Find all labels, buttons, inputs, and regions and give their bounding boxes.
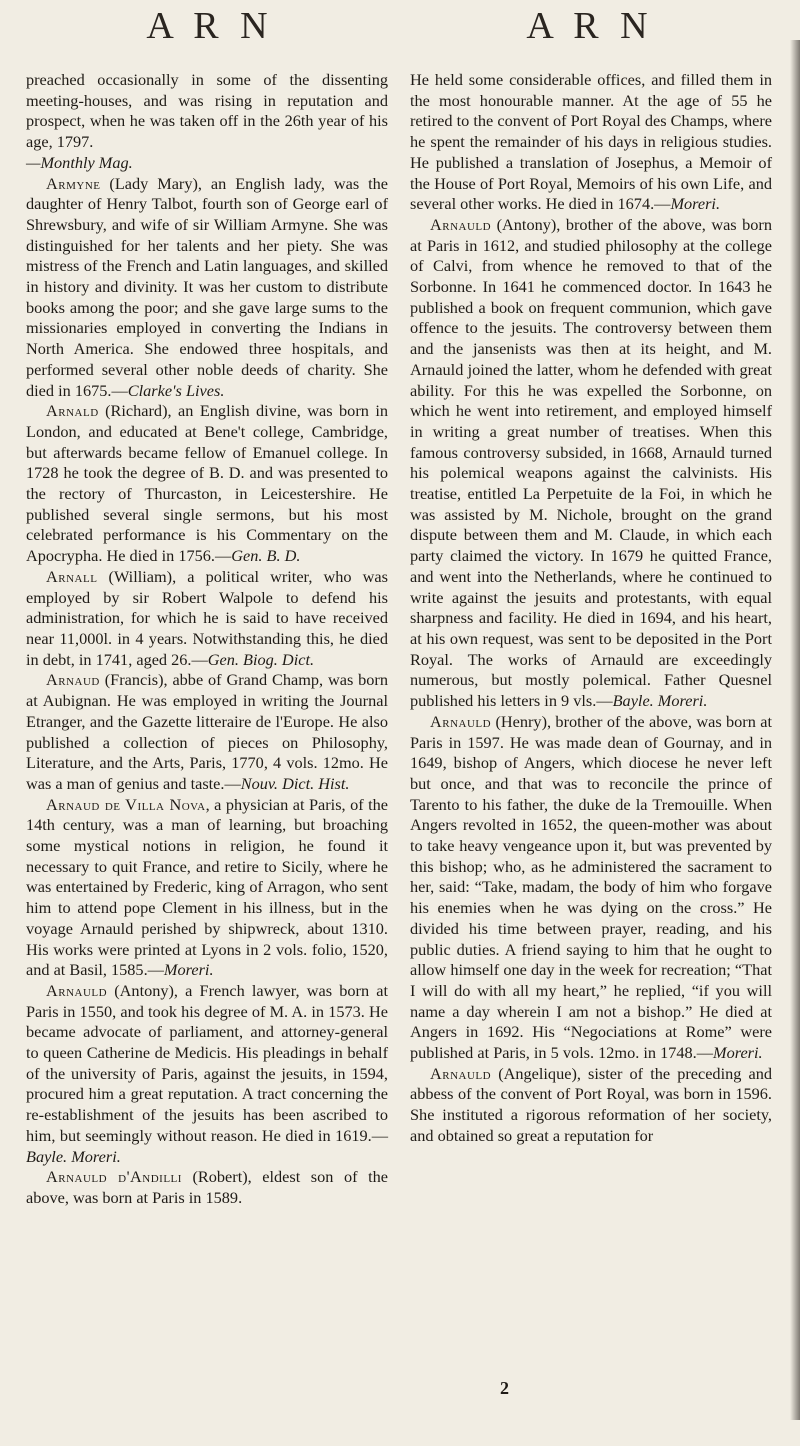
left-column	[26, 70, 388, 1209]
entry-headword: Arnaud	[46, 670, 100, 690]
signature-mark: 2	[500, 1378, 509, 1398]
dictionary-entry	[26, 981, 388, 1167]
entry-headword: Armyne	[46, 173, 101, 193]
source-citation: Gen. Biog. Dict.	[207, 649, 315, 669]
source-citation: Moreri.	[670, 194, 721, 214]
source-citation: Nouv. Dict. Hist.	[240, 773, 350, 793]
entry-headword: Arnall	[46, 566, 98, 586]
entry-headword: Arnauld	[430, 214, 492, 234]
source-citation: Bayle. Moreri.	[612, 691, 708, 711]
entry-body: (William), a political writer, who was employed by sir Robert Walpole to defend his administration, for which he is said to have received near 11,000l. in 4 years. Notwithstanding this, he died in debt, in 1741, aged 26.—	[26, 566, 388, 669]
source-citation: Clarke's Lives.	[127, 380, 225, 400]
binding-shadow	[790, 40, 800, 1420]
dictionary-entry	[410, 1064, 772, 1147]
entry-headword: Arnauld	[430, 711, 492, 731]
source-citation: Bayle. Moreri.	[26, 1146, 121, 1166]
dictionary-entry	[26, 567, 388, 671]
entry-headword: Arnald	[46, 401, 99, 421]
running-header-right: A R N	[526, 5, 654, 47]
source-citation: —Monthly Mag.	[26, 152, 133, 172]
dictionary-entry	[26, 670, 388, 794]
continued-text	[26, 70, 388, 153]
right-column	[410, 70, 772, 1147]
source-citation: Moreri.	[713, 1043, 763, 1063]
source-citation: Gen. B. D.	[231, 546, 301, 566]
entry-body: (Henry), brother of the above, was born at Paris in 1597. He was made dean of Gournay, and in 1649, bishop of Angers, which diocese he never left but once, and that was to reconcile the prince of Tarento to his father, the duke de la Tremouille. When Angers revolted in 1652, the queen-mother was about to take heavy vengeance upon it, but was prevented by this bishop; who, as he administered the sacrament to her, said: “Take, madam, the body of him who forgave his enemies when he was dying on the cross.” He divided his time between prayer, reading, and his public duties. A friend saying to him that he ought to allow himself one day in the week for recreation; “That I will do with all my heart,” he replied, “if you will name a day wherein I am not a bishop.” He died at Angers in 1692. His “Negociations at Rome” were published at Paris, in 5 vols. 12mo. in 1748.—	[410, 711, 772, 1063]
dictionary-entry	[26, 795, 388, 981]
continued-text-body: preached occasionally in some of the dissenting meeting-houses, and was rising in reputation and prospect, when he was taken off in the 26th year of his age, 1797.	[26, 70, 388, 152]
entry-body: (Angelique), sister of the preceding and abbess of the convent of Port Royal, was born in 1596. She instituted a rigorous reformation of her society, and obtained so great a reputation for	[410, 1063, 772, 1145]
entry-body: (Antony), a French lawyer, was born at Paris in 1550, and took his degree of M. A. in 1573. He became advocate of parliament, and attorney-general to queen Catherine de Medicis. His pleadings in behalf of the university of Paris, against the jesuits, in 1594, procured him a great reputation. A tract concerning the re-establishment of the jesuits has been ascribed to him, but seemingly without reason. He died in 1619.—	[26, 980, 388, 1145]
entry-body: (Robert), eldest son of the above, was born at Paris in 1589.	[26, 1167, 388, 1207]
entry-headword: Arnaud de Villa Nova	[46, 794, 206, 814]
entry-body: , a physician at Paris, of the 14th century, was a man of learning, but broaching some mystical notions in religion, he found it necessary to quit France, and retire to Sicily, where he was entertained by Frederic, king of Arragon, who sent him to attend pope Clement in his illness, but in the voyage Arnauld perished by shipwreck, about 1310. His works were printed at Lyons in 2 vols. folio, 1520, and at Basil, 1585.—	[26, 794, 388, 980]
dictionary-entry	[26, 174, 388, 402]
entry-headword: Arnauld	[430, 1063, 492, 1083]
source-citation-line	[26, 153, 388, 174]
continued-text-body: He held some considerable offices, and filled them in the most honourable manner. At the age of 55 he retired to the convent of Port Royal des Champs, where he spent the remainder of his days in religious studies. He published a translation of Josephus, a Memoir of the House of Port Royal, Memoirs of his own Life, and several other works. He died in 1674.—	[410, 70, 772, 214]
entry-body: (Lady Mary), an English lady, was the daughter of Henry Talbot, fourth son of George earl of Shrewsbury, and wife of sir William Armyne. She was distinguished for her talents and her piety. She was mistress of the French and Latin languages, and skilled in history and divinity. It was her custom to distribute books among the poor; and she gave large sums to the missionaries employed in converting the Indians in North America. She endowed three hospitals, and performed several other noble deeds of charity. She died in 1675.—	[26, 173, 388, 400]
entry-headword: Arnauld	[46, 980, 108, 1000]
dictionary-entry	[410, 712, 772, 1064]
dictionary-entry	[26, 1167, 388, 1208]
dictionary-entry	[26, 401, 388, 567]
entry-body: (Richard), an English divine, was born in London, and educated at Bene't college, Cambridge, but afterwards became fellow of Emanuel college. In 1728 he took the degree of B. D. and was presented to the rectory of Thurcaston, in Leicestershire. He published several single sermons, but his most celebrated performance is his Commentary on the Apocrypha. He died in 1756.—	[26, 401, 388, 566]
source-citation: Moreri.	[163, 960, 214, 980]
continued-text	[410, 70, 772, 215]
entry-body: (Antony), brother of the above, was born at Paris in 1612, and studied philosophy at the college of Calvi, from whence he removed to that of the Sorbonne. In 1641 he commenced doctor. In 1643 he published a book on frequent communion, which gave offence to the jesuits. The controversy between them and the jansenists was then at its height, and M. Arnauld joined the latter, whom he defended with great ability. For this he was expelled the Sorbonne, on which he went into retirement, and employed himself in writing a great number of treatises. When this famous controversy subsided, in 1668, Arnauld turned his polemical weapons against the calvinists. His treatise, entitled La Perpetuite de la Foi, in which he was assisted by M. Nichole, brought on the grand dispute between them and M. Claude, in which each party claimed the victory. In 1679 he quitted France, and went into the Netherlands, where he continued to write against the jesuits and protestants, with equal sharpness and facility. He died in 1694, and his heart, at his own request, was sent to be deposited in the Port Royal. The works of Arnauld are exceedingly numerous, but mostly polemical. Father Quesnel published his letters in 9 vls.—	[410, 214, 772, 711]
entry-body: (Francis), abbe of Grand Champ, was born at Aubignan. He was employed in writing the Journal Etranger, and the Gazette litteraire de l'Europe. He also published a collection of pieces on Philosophy, Literature, and the Arts, Paris, 1770, 4 vols. 12mo. He was a man of genius and taste.—	[26, 670, 388, 793]
dictionary-entry	[410, 215, 772, 712]
running-header-left: A R N	[146, 5, 274, 47]
entry-headword: Arnauld d'Andilli	[46, 1167, 182, 1187]
